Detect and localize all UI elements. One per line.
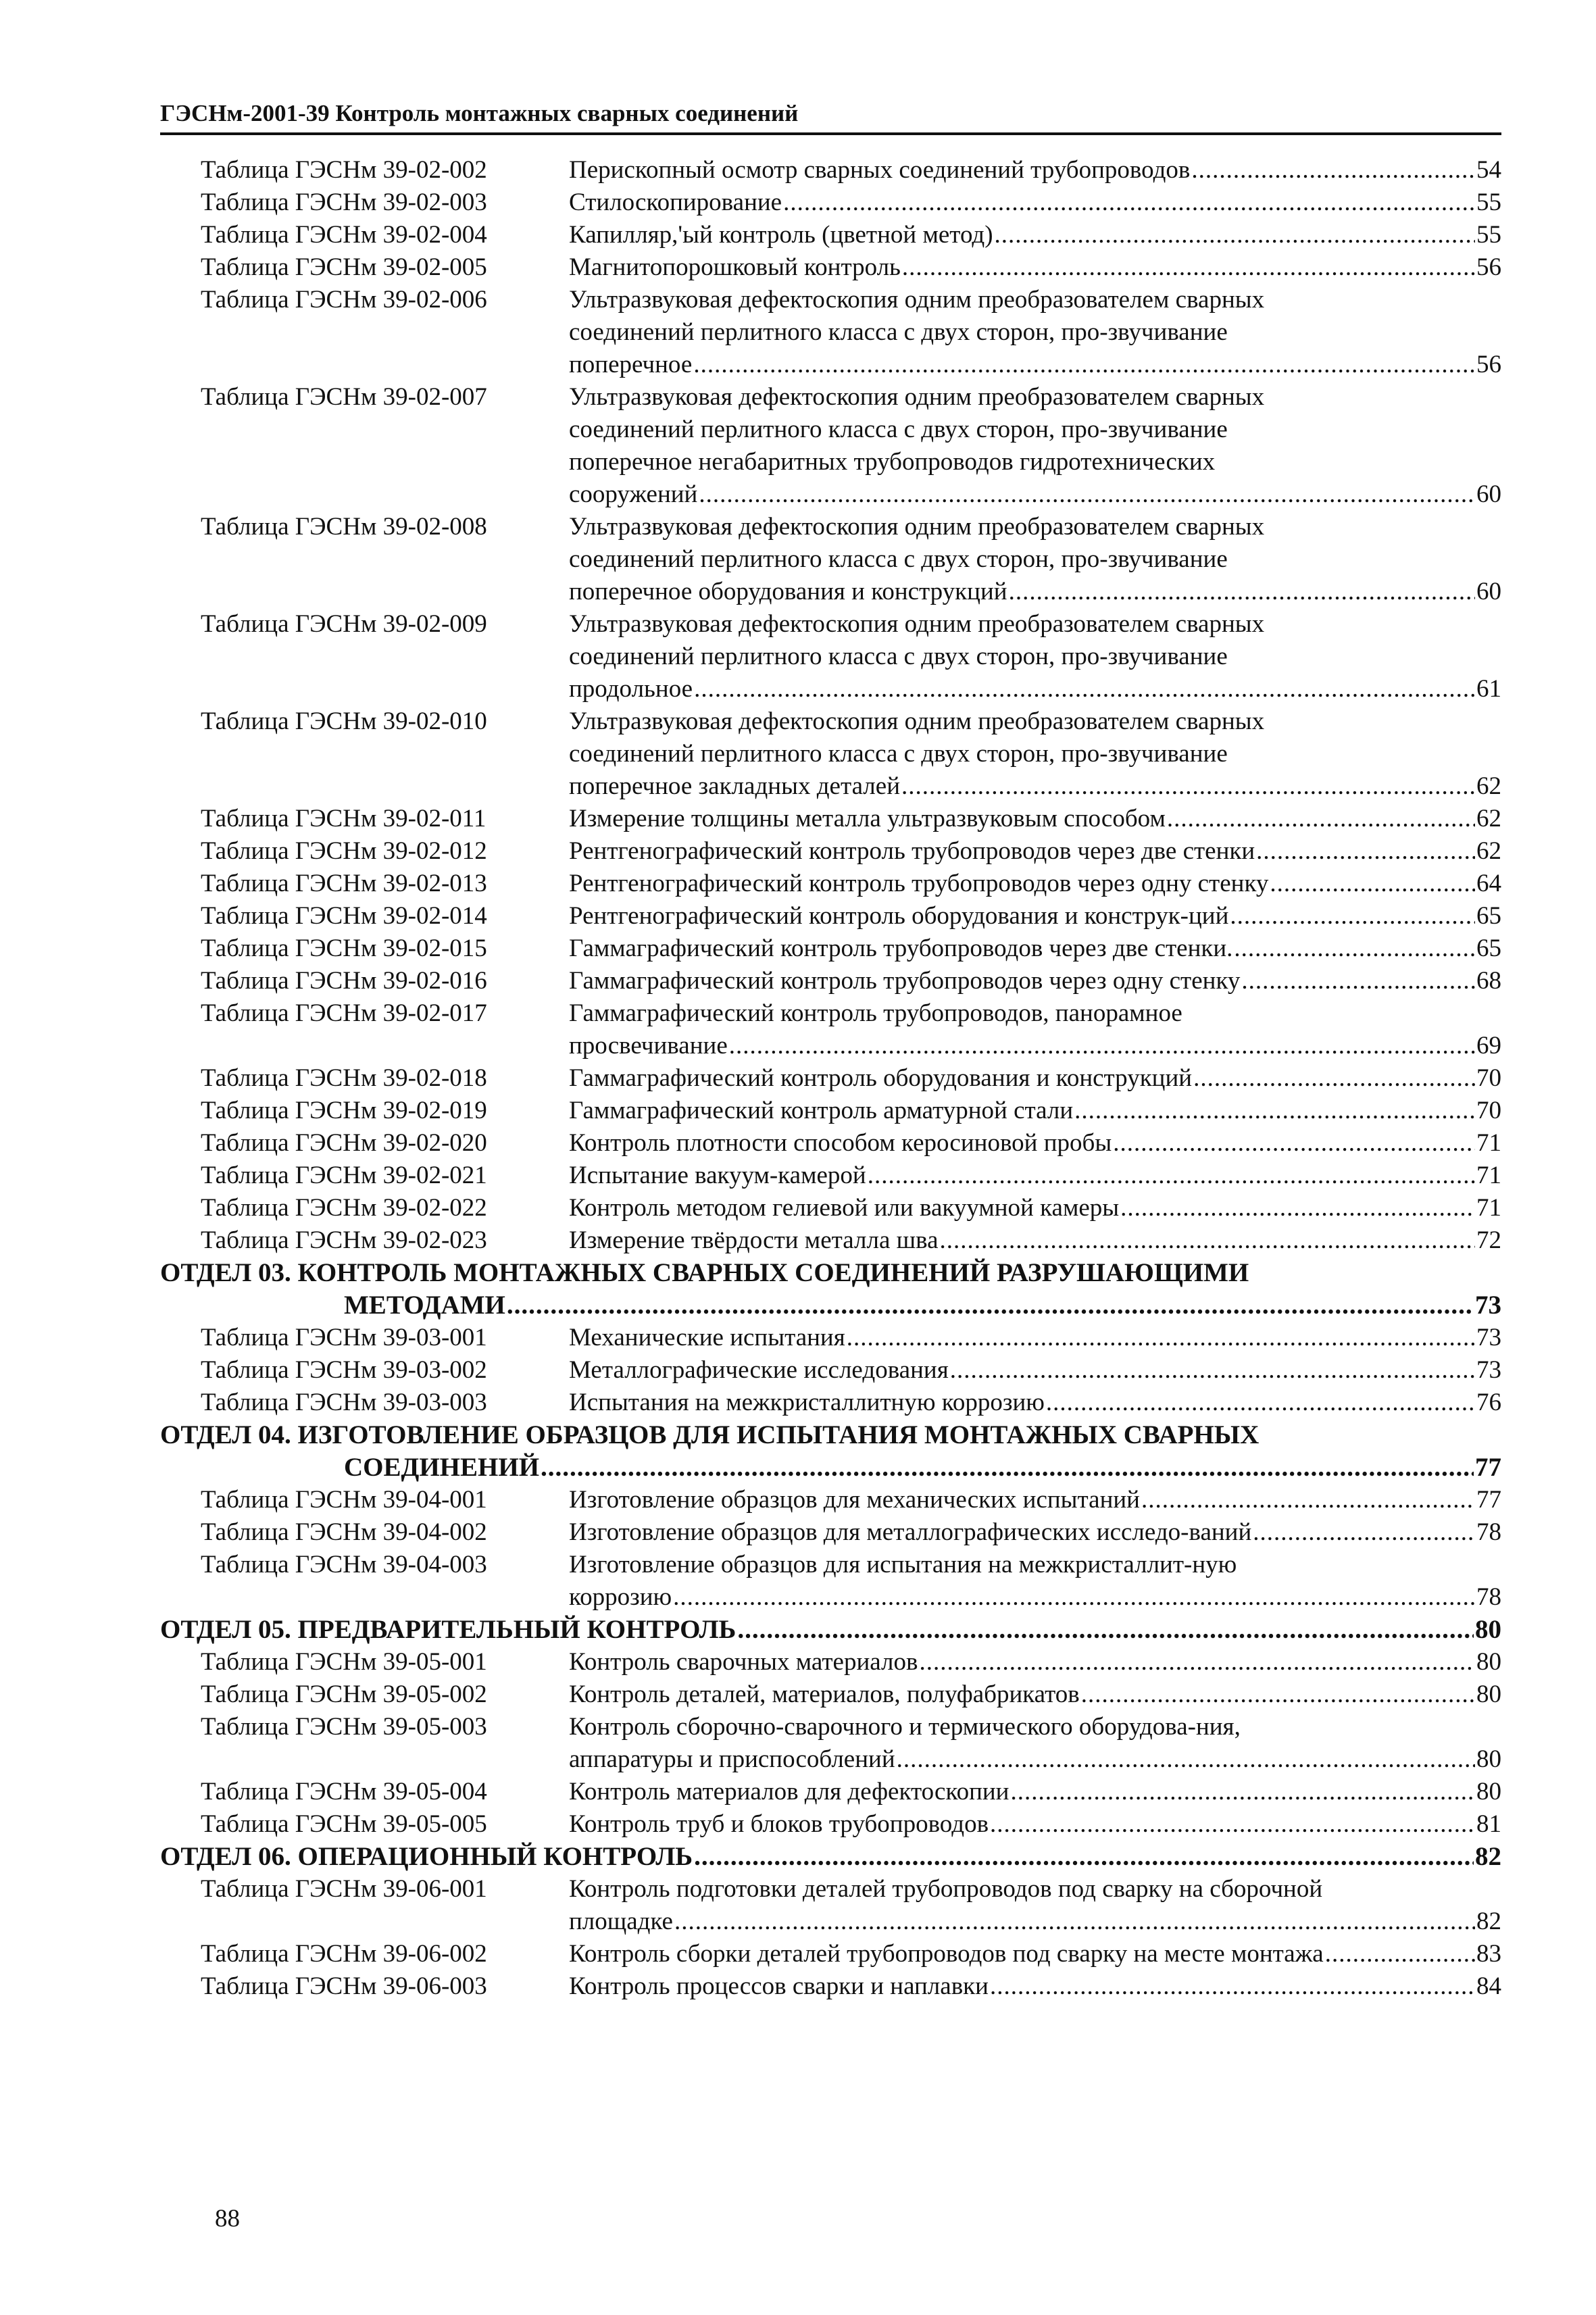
toc-entry[interactable]	[160, 932, 1501, 965]
entry-title	[569, 1354, 1501, 1387]
toc-page-number: 70	[1476, 1064, 1501, 1092]
table-code: Таблица ГЭСНм 39-02-003	[201, 189, 487, 216]
dot-leader	[897, 1743, 1475, 1776]
table-code: Таблица ГЭСНм 39-04-002	[201, 1518, 487, 1546]
toc-page-number: 60	[1476, 480, 1501, 508]
dot-leader	[699, 478, 1475, 511]
toc-entry[interactable]	[160, 511, 1501, 608]
table-code: Таблица ГЭСНм 39-02-023	[201, 1226, 487, 1254]
section-title-line: ОТДЕЛ 03. КОНТРОЛЬ МОНТАЖНЫХ СВАРНЫХ СОЕДИНЕНИЙ РАЗРУШАЮЩИМИ	[160, 1258, 1249, 1287]
dot-leader	[1074, 1095, 1475, 1127]
dot-leader	[950, 1354, 1475, 1387]
dot-leader	[940, 1224, 1475, 1257]
toc-entry[interactable]	[160, 900, 1501, 932]
toc-entry[interactable]	[160, 997, 1501, 1062]
entry-title-line: Контроль плотности способом керосиновой пробы	[569, 1129, 1112, 1157]
entry-title-line: просвечивание	[569, 1032, 728, 1060]
toc-page-number: 80	[1476, 1648, 1501, 1676]
entry-title-line: Контроль труб и блоков трубопроводов	[569, 1810, 989, 1838]
section-title-line: МЕТОДАМИ	[344, 1291, 505, 1320]
dot-leader	[1120, 1192, 1475, 1224]
table-code: Таблица ГЭСНм 39-05-004	[201, 1778, 487, 1806]
toc-entry[interactable]	[160, 284, 1501, 381]
toc-page-number: 73	[1475, 1291, 1501, 1320]
table-code: Таблица ГЭСНм 39-02-022	[201, 1194, 487, 1222]
entry-title-line: Испытание вакуум-камерой	[569, 1162, 866, 1189]
toc-page-number: 77	[1475, 1453, 1501, 1482]
toc-page-number: 60	[1476, 578, 1501, 605]
entry-title	[569, 1160, 1501, 1192]
toc-page-number: 77	[1476, 1486, 1501, 1514]
toc-page-number: 84	[1476, 1972, 1501, 2000]
entry-title-line: площадке	[569, 1908, 673, 1935]
entry-title	[569, 1387, 1501, 1419]
toc-page-number: 55	[1476, 221, 1501, 249]
entry-title-line: Рентгенографический контроль трубопроводов через две стенки	[569, 837, 1255, 865]
toc-page-number: 65	[1476, 935, 1501, 962]
dot-leader	[541, 1451, 1474, 1484]
dot-leader	[868, 1160, 1475, 1192]
toc-entry[interactable]	[160, 1776, 1501, 1808]
dot-leader	[737, 1614, 1474, 1646]
entry-title	[569, 1873, 1501, 1938]
toc-entry[interactable]	[160, 1808, 1501, 1841]
section-title-line: СОЕДИНЕНИЙ	[344, 1453, 540, 1482]
table-of-contents	[160, 154, 1501, 2003]
entry-title	[569, 932, 1501, 965]
toc-page-number: 62	[1476, 805, 1501, 832]
entry-title-line: Металлографические исследования	[569, 1356, 949, 1384]
entry-title-line: Капилляр,'ый контроль (цветной метод)	[569, 221, 993, 249]
toc-page-number: 56	[1476, 351, 1501, 378]
entry-title-line: сооружений	[569, 480, 698, 508]
dot-leader	[783, 186, 1475, 219]
dot-leader	[1141, 1484, 1475, 1516]
entry-title	[569, 1484, 1501, 1516]
entry-title-line: Контроль процессов сварки и наплавки	[569, 1972, 989, 2000]
toc-entry[interactable]	[160, 381, 1501, 511]
toc-page-number: 80	[1475, 1615, 1501, 1644]
toc-entry[interactable]	[160, 1095, 1501, 1127]
entry-title	[569, 997, 1501, 1062]
toc-section-heading[interactable]	[160, 1257, 1501, 1322]
toc-page-number: 76	[1476, 1389, 1501, 1416]
entry-title	[569, 1516, 1501, 1549]
table-code: Таблица ГЭСНм 39-02-006	[201, 286, 487, 314]
section-title	[160, 1257, 1501, 1322]
toc-section-heading[interactable]	[160, 1841, 1501, 1873]
toc-entry[interactable]	[160, 1711, 1501, 1776]
toc-entry[interactable]	[160, 1484, 1501, 1516]
toc-entry[interactable]	[160, 1062, 1501, 1095]
table-code: Таблица ГЭСНм 39-03-003	[201, 1389, 487, 1416]
table-code: Таблица ГЭСНм 39-02-017	[201, 999, 487, 1027]
toc-page-number: 81	[1476, 1810, 1501, 1838]
entry-title-line: Контроль сварочных материалов	[569, 1648, 918, 1676]
entry-title-line: Контроль деталей, материалов, полуфабрикатов	[569, 1681, 1080, 1708]
dot-leader	[847, 1322, 1475, 1354]
dot-leader	[1230, 900, 1475, 932]
entry-title-line: Контроль методом гелиевой или вакуумной камеры	[569, 1194, 1120, 1222]
entry-title	[569, 1970, 1501, 2003]
table-code: Таблица ГЭСНм 39-02-013	[201, 870, 487, 897]
entry-title-line: Измерение твёрдости металла шва	[569, 1226, 939, 1254]
toc-entry[interactable]	[160, 251, 1501, 284]
dot-leader	[1191, 154, 1475, 186]
entry-title-line: Контроль подготовки деталей трубопроводов под сварку на сборочной	[569, 1875, 1323, 1903]
table-code: Таблица ГЭСНм 39-02-004	[201, 221, 487, 249]
entry-title	[569, 219, 1501, 251]
entry-title-line: поперечное	[569, 351, 693, 378]
table-code: Таблица ГЭСНм 39-02-016	[201, 967, 487, 995]
section-title-line: ОТДЕЛ 06. ОПЕРАЦИОННЫЙ КОНТРОЛЬ	[160, 1842, 693, 1871]
entry-title	[569, 251, 1501, 284]
toc-section-heading[interactable]	[160, 1419, 1501, 1484]
entry-title-line: соединений перлитного класса с двух сторон, про-звучивание	[569, 643, 1228, 670]
toc-page-number: 62	[1476, 772, 1501, 800]
toc-page-number: 62	[1476, 837, 1501, 865]
table-code: Таблица ГЭСНм 39-02-020	[201, 1129, 487, 1157]
section-title-line: ОТДЕЛ 04. ИЗГОТОВЛЕНИЕ ОБРАЗЦОВ ДЛЯ ИСПЫТАНИЯ МОНТАЖНЫХ СВАРНЫХ	[160, 1420, 1260, 1449]
toc-section-heading[interactable]	[160, 1614, 1501, 1646]
toc-entry[interactable]	[160, 154, 1501, 186]
toc-page-number: 73	[1476, 1324, 1501, 1351]
table-code: Таблица ГЭСНм 39-02-018	[201, 1064, 487, 1092]
entry-title-line: Рентгенографический контроль трубопроводов через одну стенку	[569, 870, 1269, 897]
dot-leader	[729, 1030, 1475, 1062]
entry-title-line: соединений перлитного класса с двух сторон, про-звучивание	[569, 740, 1228, 768]
entry-title-line: поперечное оборудования и конструкций	[569, 578, 1007, 605]
entry-title-line: Изготовление образцов для металлографических исследо-ваний	[569, 1518, 1252, 1546]
toc-page-number: 73	[1476, 1356, 1501, 1384]
table-code: Таблица ГЭСНм 39-06-001	[201, 1875, 487, 1903]
toc-page-number: 55	[1476, 189, 1501, 216]
toc-page-number: 78	[1476, 1583, 1501, 1611]
dot-leader	[1046, 1387, 1475, 1419]
entry-title-line: Ультразвуковая дефектоскопия одним преобразователем сварных	[569, 286, 1265, 314]
table-code: Таблица ГЭСНм 39-04-003	[201, 1551, 487, 1578]
entry-title	[569, 705, 1501, 803]
section-title	[160, 1614, 1501, 1646]
entry-title	[569, 1192, 1501, 1224]
dot-leader	[1193, 1062, 1475, 1095]
dot-leader	[693, 349, 1475, 381]
entry-title	[569, 381, 1501, 511]
toc-page-number: 64	[1476, 870, 1501, 897]
dot-leader	[995, 219, 1475, 251]
dot-leader	[507, 1289, 1474, 1322]
table-code: Таблица ГЭСНм 39-02-011	[201, 805, 487, 832]
dot-leader	[990, 1970, 1475, 2003]
dot-leader	[1241, 965, 1475, 997]
table-code: Таблица ГЭСНм 39-02-021	[201, 1162, 487, 1189]
table-code: Таблица ГЭСНм 39-05-003	[201, 1713, 487, 1741]
toc-entry[interactable]	[160, 1938, 1501, 1970]
entry-title-line: коррозию	[569, 1583, 672, 1611]
toc-page-number: 80	[1476, 1778, 1501, 1806]
entry-title-line: соединений перлитного класса с двух сторон, про-звучивание	[569, 545, 1228, 573]
dot-leader	[694, 673, 1475, 705]
entry-title	[569, 835, 1501, 868]
toc-entry[interactable]	[160, 1516, 1501, 1549]
dot-leader	[902, 251, 1475, 284]
table-code: Таблица ГЭСНм 39-03-002	[201, 1356, 487, 1384]
entry-title-line: Рентгенографический контроль оборудования и конструк-ций	[569, 902, 1229, 930]
toc-page-number: 56	[1476, 253, 1501, 281]
toc-entry[interactable]	[160, 965, 1501, 997]
toc-page-number: 80	[1476, 1745, 1501, 1773]
entry-title	[569, 1322, 1501, 1354]
toc-page-number: 65	[1476, 902, 1501, 930]
entry-title-line: Испытания на межкристаллитную коррозию	[569, 1389, 1045, 1416]
entry-title	[569, 1646, 1501, 1678]
table-code: Таблица ГЭСНм 39-05-001	[201, 1648, 487, 1676]
entry-title-line: Контроль сборки деталей трубопроводов под сварку на месте монтажа	[569, 1940, 1324, 1968]
toc-page-number: 71	[1476, 1194, 1501, 1222]
table-code: Таблица ГЭСНм 39-06-003	[201, 1972, 487, 2000]
entry-title-line: Гаммаграфический контроль трубопроводов через одну стенку	[569, 967, 1241, 995]
dot-leader	[901, 770, 1475, 803]
toc-page-number: 80	[1476, 1681, 1501, 1708]
table-code: Таблица ГЭСНм 39-02-005	[201, 253, 487, 281]
entry-title-line: аппаратуры и приспособлений	[569, 1745, 895, 1773]
table-code: Таблица ГЭСНм 39-06-002	[201, 1940, 487, 1968]
toc-entry[interactable]	[160, 1224, 1501, 1257]
entry-title	[569, 1808, 1501, 1841]
entry-title-line: Гаммаграфический контроль арматурной стали	[569, 1097, 1074, 1124]
toc-page-number: 54	[1476, 156, 1501, 184]
toc-entry[interactable]	[160, 608, 1501, 705]
dot-leader	[1167, 803, 1475, 835]
entry-title	[569, 154, 1501, 186]
toc-entry[interactable]	[160, 1873, 1501, 1938]
table-code: Таблица ГЭСНм 39-02-012	[201, 837, 487, 865]
entry-title-line: Гаммаграфический контроль трубопроводов, панорамное	[569, 999, 1182, 1027]
toc-entry[interactable]	[160, 705, 1501, 803]
entry-title-line: Контроль материалов для дефектоскопии	[569, 1778, 1009, 1806]
entry-title	[569, 1224, 1501, 1257]
section-title	[160, 1419, 1501, 1484]
toc-entry[interactable]	[160, 835, 1501, 868]
entry-title	[569, 803, 1501, 835]
toc-page-number: 78	[1476, 1518, 1501, 1546]
entry-title	[569, 965, 1501, 997]
toc-page-number: 61	[1476, 675, 1501, 703]
running-header	[160, 95, 1501, 135]
entry-title	[569, 284, 1501, 381]
toc-entry[interactable]	[160, 1387, 1501, 1419]
entry-title-line: Изготовление образцов для испытания на межкристаллит-ную	[569, 1551, 1237, 1578]
entry-title-line: поперечное закладных деталей	[569, 772, 900, 800]
toc-page-number: 72	[1476, 1226, 1501, 1254]
toc-page-number: 71	[1476, 1129, 1501, 1157]
table-code: Таблица ГЭСНм 39-04-001	[201, 1486, 487, 1514]
section-title-line: ОТДЕЛ 05. ПРЕДВАРИТЕЛЬНЫЙ КОНТРОЛЬ	[160, 1615, 737, 1644]
dot-leader	[919, 1646, 1475, 1678]
section-title	[160, 1841, 1501, 1873]
dot-leader	[1113, 1127, 1475, 1160]
entry-title-line: Перископный осмотр сварных соединений трубопроводов	[569, 156, 1191, 184]
dot-leader	[1325, 1938, 1475, 1970]
toc-entry[interactable]	[160, 1549, 1501, 1614]
dot-leader	[1256, 835, 1475, 868]
table-code: Таблица ГЭСНм 39-02-014	[201, 902, 487, 930]
table-code: Таблица ГЭСНм 39-02-002	[201, 156, 487, 184]
toc-entry[interactable]	[160, 1160, 1501, 1192]
entry-title	[569, 1127, 1501, 1160]
toc-entry[interactable]	[160, 1678, 1501, 1711]
toc-page-number: 69	[1476, 1032, 1501, 1060]
table-code: Таблица ГЭСНм 39-02-010	[201, 707, 487, 735]
table-code: Таблица ГЭСНм 39-05-002	[201, 1681, 487, 1708]
table-code: Таблица ГЭСНм 39-02-008	[201, 513, 487, 541]
entry-title-line: Ультразвуковая дефектоскопия одним преобразователем сварных	[569, 610, 1265, 638]
entry-title	[569, 1776, 1501, 1808]
table-code: Таблица ГЭСНм 39-02-015	[201, 935, 487, 962]
table-code: Таблица ГЭСНм 39-02-019	[201, 1097, 487, 1124]
table-code: Таблица ГЭСНм 39-02-007	[201, 383, 487, 411]
entry-title	[569, 608, 1501, 705]
dot-leader	[673, 1581, 1475, 1614]
dot-leader	[1009, 576, 1475, 608]
dot-leader	[990, 1808, 1475, 1841]
entry-title	[569, 1678, 1501, 1711]
entry-title	[569, 900, 1501, 932]
entry-title	[569, 1711, 1501, 1776]
entry-title-line: Стилоскопирование	[569, 189, 782, 216]
toc-page-number: 83	[1476, 1940, 1501, 1968]
toc-entry[interactable]	[160, 1127, 1501, 1160]
entry-title-line: Контроль сборочно-сварочного и термического оборудова-ния,	[569, 1713, 1241, 1741]
entry-title-line: Изготовление образцов для механических испытаний	[569, 1486, 1140, 1514]
dot-leader	[1270, 868, 1475, 900]
toc-page-number: 68	[1476, 967, 1501, 995]
table-code: Таблица ГЭСНм 39-03-001	[201, 1324, 487, 1351]
toc-entry[interactable]	[160, 1970, 1501, 2003]
page-number: 88	[215, 2205, 240, 2233]
toc-entry[interactable]	[160, 1646, 1501, 1678]
entry-title-line: Измерение толщины металла ультразвуковым способом	[569, 805, 1166, 832]
dot-leader	[694, 1841, 1474, 1873]
entry-title	[569, 1062, 1501, 1095]
dot-leader	[1234, 932, 1475, 965]
entry-title-line: продольное	[569, 675, 693, 703]
entry-title-line: соединений перлитного класса с двух сторон, про-звучивание	[569, 416, 1228, 443]
toc-entry[interactable]	[160, 219, 1501, 251]
entry-title-line: Ультразвуковая дефектоскопия одним преобразователем сварных	[569, 513, 1265, 541]
entry-title	[569, 1938, 1501, 1970]
toc-page-number: 70	[1476, 1097, 1501, 1124]
entry-title-line: Магнитопорошковый контроль	[569, 253, 901, 281]
dot-leader	[674, 1906, 1475, 1938]
entry-title-line: поперечное негабаритных трубопроводов гидротехнических	[569, 448, 1216, 476]
toc-page-number: 71	[1476, 1162, 1501, 1189]
toc-entry[interactable]	[160, 1192, 1501, 1224]
entry-title-line: Гаммаграфический контроль оборудования и конструкций	[569, 1064, 1193, 1092]
entry-title	[569, 868, 1501, 900]
table-code: Таблица ГЭСНм 39-02-009	[201, 610, 487, 638]
entry-title-line: Ультразвуковая дефектоскопия одним преобразователем сварных	[569, 707, 1265, 735]
entry-title	[569, 186, 1501, 219]
dot-leader	[1010, 1776, 1475, 1808]
dot-leader	[1081, 1678, 1475, 1711]
toc-entry[interactable]	[160, 186, 1501, 219]
dot-leader	[1253, 1516, 1475, 1549]
entry-title	[569, 1095, 1501, 1127]
header-title: ГЭСНм-2001-39 Контроль монтажных сварных соединений	[160, 100, 799, 126]
entry-title	[569, 511, 1501, 608]
entry-title-line: Гаммаграфический контроль трубопроводов через две стенки.	[569, 935, 1233, 962]
toc-page-number: 82	[1476, 1908, 1501, 1935]
entry-title-line: соединений перлитного класса с двух сторон, про-звучивание	[569, 318, 1228, 346]
toc-entry[interactable]	[160, 803, 1501, 835]
entry-title-line: Ультразвуковая дефектоскопия одним преобразователем сварных	[569, 383, 1265, 411]
entry-title	[569, 1549, 1501, 1614]
toc-entry[interactable]	[160, 1354, 1501, 1387]
toc-entry[interactable]	[160, 868, 1501, 900]
toc-page-number: 82	[1475, 1842, 1501, 1871]
toc-entry[interactable]	[160, 1322, 1501, 1354]
table-code: Таблица ГЭСНм 39-05-005	[201, 1810, 487, 1838]
entry-title-line: Механические испытания	[569, 1324, 845, 1351]
